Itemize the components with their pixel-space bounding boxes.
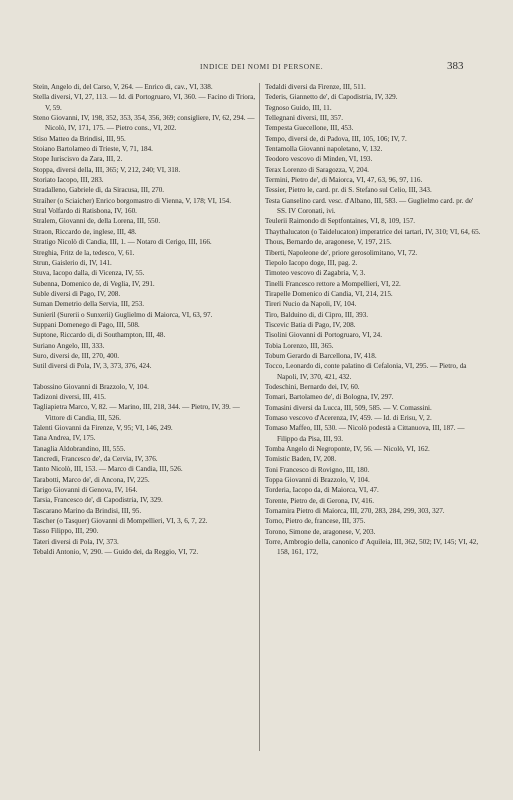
index-entry: Torono, Simone de, aragonese, V, 203. [265, 527, 376, 536]
index-entry: Toppa Giovanni di Brazzolo, V, 104. [265, 476, 370, 485]
index-entry: Stoiano Bartolameo di Trieste, V, 71, 184. [33, 145, 153, 154]
section-gap [33, 372, 257, 382]
index-entry: Tiro, Balduino di, di Cipro, III, 393. [265, 310, 369, 319]
index-entry: Straon, Riccardo de, inglese, III, 48. [33, 227, 137, 236]
index-entry: Talenti Giovanni da Firenze, V, 95; VI, 146, 249. [33, 424, 173, 432]
index-entry: Terax Lorenzo di Saragozza, V, 204. [265, 165, 369, 174]
index-entry: Stuva, Iacopo dalla, di Vicenza, IV, 55. [33, 269, 145, 278]
index-entry: Tellegnani diversi, III, 357. [265, 114, 344, 123]
index-entry: Tomaso Maffeo, III, 530. — Nicolò podestà a Cittanuova, III, 187. — Filippo da Pisa, III, 93. [265, 424, 465, 443]
index-entry: Sunieril (Surerii o Sunxerii) Guglielmo di Maiorca, VI, 63, 97. [33, 310, 213, 319]
index-entry: Suppani Domenego di Pago, III, 508. [33, 320, 140, 329]
index-entry: Tasso Filippo, III, 290. [33, 527, 99, 536]
index-entry: Stiso Matteo da Brindisi, III, 95. [33, 134, 126, 143]
index-entry: Tentamolla Giovanni napoletano, V, 132. [265, 145, 383, 154]
column-divider [259, 83, 260, 751]
index-entry: Stella diversi, VI, 27, 113. — Id. di Portogruaro, VI, 360. — Facino di Triora, V, 59. [33, 93, 256, 112]
index-entry: Tornamira Pietro di Maiorca, III, 270, 283, 284, 299, 303, 327. [265, 507, 445, 516]
index-entry: Tisolini Giovanni di Portogruaro, VI, 24. [265, 331, 383, 340]
index-entry: Tessier, Pietro le, card. pr. di S. Stefano sul Celio, III, 343. [265, 186, 432, 195]
index-entry: Suriano Angelo, III, 333. [33, 341, 105, 350]
index-entry: Tiberti, Napoleone de', priore gerosolimitano, VI, 72. [265, 248, 418, 257]
index-entry: Tana Andrea, IV, 175. [33, 434, 96, 443]
index-entry: Storiato Iacopo, III, 283. [33, 176, 104, 185]
index-entry: Stein, Angelo di, del Carso, V, 264. — Enrico di, cav., VI, 338. [33, 83, 213, 91]
index-entry: Stoppa, diversi della, III, 365; V, 212, 240; VI, 318. [33, 165, 181, 174]
index-entry: Tarabotti, Marco de', di Ancona, IV, 225. [33, 475, 150, 484]
index-entry: Tirapelle Domenico di Candia, VI, 214, 215. [265, 289, 393, 298]
index-entry: Tagliapietra Marco, V, 82. — Marino, III, 218, 344. — Pietro, IV, 39. — Vittore di Candia, III, 526. [33, 403, 240, 422]
index-entry: Testa Ganselino card. vesc. d'Albano, III, 583. — Guglielmo card. pr. de' SS. IV Coronati, ivi. [265, 196, 474, 216]
index-entry: Stratigo Nicolò di Candia, III, 1. — Notaro di Cerigo, III, 166. [33, 238, 212, 247]
index-entry: Torderia, Iacopo da, di Maiorca, VI, 47. [265, 486, 379, 495]
index-entry: Tinelli Francesco rettore a Mompellieri, VI, 22. [265, 279, 401, 288]
index-column-right [265, 82, 481, 558]
index-entry: Sutil diversi di Pola, IV, 3, 373, 376, 424. [33, 362, 152, 371]
index-entry: Toni Francesco di Rovigno, III, 180. [265, 465, 370, 474]
index-entry: Tanaglia Aldobrandino, III, 555. [33, 444, 126, 453]
index-entry: Tireri Nucio da Napoli, IV, 104. [265, 300, 357, 309]
index-entry: Tobum Gerardo di Barcellona, IV, 418. [265, 351, 377, 360]
index-column-left [33, 82, 257, 557]
index-entry: Stope Iuriscisvo da Zara, III, 2. [33, 155, 123, 164]
index-entry: Tederis, Giannetto de', di Capodistria, IV, 329. [265, 93, 398, 102]
index-entry: Tiscevic Batia di Pago, IV, 208. [265, 320, 356, 329]
index-entry: Streghia, Fritz de la, tedesco, V, 61. [33, 248, 135, 257]
index-entry: Stralem, Giovanni de, della Lorena, III, 550. [33, 217, 161, 226]
index-entry: Tabossino Giovanni di Brazzolo, V, 104. [33, 382, 149, 391]
index-entry: Timoteo vescovo di Zagabria, V, 3. [265, 269, 366, 278]
index-entry: Tomba Angelo di Negroponte, IV, 56. — Nicolò, VI, 162. [265, 445, 430, 454]
index-entry: Suptone, Riccardo di, di Southampton, III, 48. [33, 331, 166, 340]
index-entry: Tascher (o Tasquer) Giovanni di Mompellieri, VI, 3, 6, 7, 22. [33, 517, 208, 526]
index-entry: Tebaldi Antonio, V, 290. — Guido dei, da Reggio, VI, 72. [33, 548, 199, 557]
index-entry: Tarsia, Francesco de', di Capodistria, IV, 329. [33, 496, 163, 505]
index-entry: Tadizoni diversi, III, 415. [33, 392, 106, 401]
index-entry: Tomari, Bartolameo de', di Bologna, IV, 297. [265, 393, 394, 402]
index-entry: Suble diversi di Pago, IV, 208. [33, 289, 121, 298]
index-entry: Tanto Nicolò, III, 153. — Marco di Candia, III, 526. [33, 465, 183, 474]
index-entry: Subenna, Domenico de, di Veglia, IV, 291. [33, 279, 155, 288]
index-entry: Teodoro vescovo di Minden, VI, 193. [265, 155, 373, 164]
index-entry: Thous, Bernardo de, aragonese, V, 197, 215. [265, 238, 392, 247]
index-entry: Termini, Pietro de', di Maiorca, VI, 47, 63, 96, 97, 116. [265, 176, 423, 185]
index-entry: Tiepolo Iacopo doge, III, pag. 2. [265, 258, 358, 267]
index-entry: Tomasini diversi da Lucca, III, 509, 585. — V. Comassini. [265, 403, 432, 412]
index-entry: Tascarano Marino da Brindisi, III, 95. [33, 506, 142, 515]
index-entry: Strun, Gaislerio di, IV, 141. [33, 258, 112, 267]
page-number: 383 [447, 60, 464, 72]
index-entry: Thaythalucaton (o Taidelucaton) imperatrice dei tartari, IV, 310; VI, 64, 65. [265, 227, 481, 236]
index-entry: Tempo, diversi de, di Padova, III, 105, 106; IV, 7. [265, 134, 407, 143]
running-title: INDICE DEI NOMI DI PERSONE. [200, 62, 324, 71]
page-header [0, 62, 513, 76]
index-entry: Tedaldi diversi da Firenze, III, 511. [265, 83, 366, 91]
index-entry: Torno, Pietro de, francese, III, 375. [265, 517, 366, 526]
index-entry: Torente, Pietro de, di Gerona, IV, 416. [265, 496, 375, 505]
index-entry: Todeschini, Bernardo dei, IV, 60. [265, 382, 360, 391]
index-entry: Tarigo Giovanni di Genova, IV, 164. [33, 486, 138, 495]
index-entry: Suman Demetrio della Servia, III, 253. [33, 300, 145, 309]
index-entry: Tobia Lorenzo, III, 365. [265, 341, 334, 350]
index-entry: Tomistic Baden, IV, 208. [265, 455, 337, 464]
index-entry: Steno Giovanni, IV, 198, 352, 353, 354, 356, 369; consigliere, IV, 62, 294. — Nicolò, IV, 171, 175. — Pietro cons., VI, 202. [33, 114, 255, 133]
index-entry: Tempesta Guecellone, III, 453. [265, 124, 354, 133]
index-entry: Tateri diversi di Pola, IV, 373. [33, 537, 119, 546]
index-entry: Straiher (o Sciaicher) Enrico borgomastro di Vienna, V, 178; VI, 154. [33, 196, 232, 205]
index-entry: Tancredi, Francesco de', da Cervia, IV, 376. [33, 455, 158, 464]
index-entry: Teulerii Raimondo di Septfontaines, VI, 8, 109, 157. [265, 217, 416, 226]
index-entry: Tomaso vescovo d'Acerenza, IV, 459. — Id. di Erisu, V, 2. [265, 414, 432, 422]
index-entry: Suro, diversi de, III, 270, 400. [33, 351, 120, 360]
index-entry: Stradalleno, Gabriele di, da Siracusa, III, 270. [33, 186, 165, 195]
index-entry: Tocco, Leonardo di, conte palatino di Cefalonia, VI, 295. — Pietro, da Napoli, IV, 370, 421, 432. [265, 362, 467, 381]
index-entry: Stral Volfardo di Ratisbona, IV, 160. [33, 207, 137, 216]
index-entry: Torre, Ambrogio della, canonico d' Aquileia, III, 362, 502; IV, 145; VI, 42, 158, 161, 172, [265, 538, 479, 557]
index-entry: Tegnoso Guido, III, 11. [265, 103, 332, 112]
